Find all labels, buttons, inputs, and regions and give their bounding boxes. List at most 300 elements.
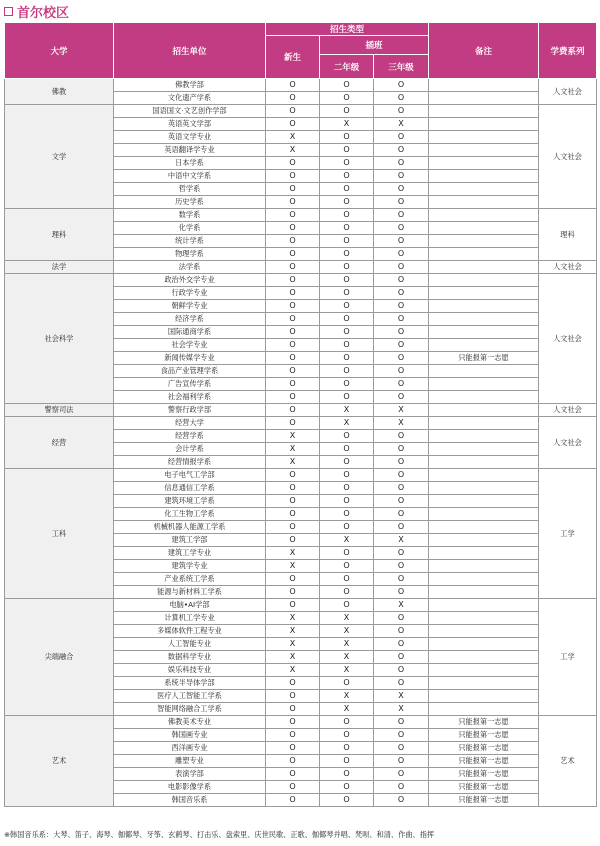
grade2-cell: O [320,170,374,183]
grade2-cell: O [320,482,374,495]
remarks-cell [429,157,539,170]
footnote: ※韩国音乐系：大琴、笛子、海琴、伽倻琴、牙筝、玄鹤琴、打击乐、盘索里、庆世民歌、正歌、伽倻琴并唱、梵呗、和清、作曲、指挥 [4,830,435,839]
unit-cell: 物理学系 [114,248,266,261]
unit-cell: 建筑环境工学系 [114,495,266,508]
section-title [4,2,69,20]
grade2-cell: O [320,729,374,742]
grade3-cell: O [374,469,429,482]
unit-cell: 英语文学专业 [114,131,266,144]
remarks-cell [429,287,539,300]
grade2-cell: O [320,196,374,209]
freshman-cell: O [266,586,320,599]
freshman-cell: O [266,235,320,248]
unit-cell: 信息通信工学系 [114,482,266,495]
grade2-cell: O [320,599,374,612]
grade3-cell: O [374,625,429,638]
grade2-cell: O [320,677,374,690]
grade3-cell: O [374,131,429,144]
grade2-cell: O [320,235,374,248]
grade2-cell: O [320,755,374,768]
grade2-cell: O [320,248,374,261]
grade2-cell: O [320,560,374,573]
grade3-cell: O [374,651,429,664]
freshman-cell: O [266,573,320,586]
remarks-cell [429,677,539,690]
unit-cell: 经营学系 [114,430,266,443]
grade3-cell: O [374,339,429,352]
unit-cell: 社会福利学系 [114,391,266,404]
grade2-cell: O [320,287,374,300]
grade3-cell: O [374,209,429,222]
grade2-cell: X [320,612,374,625]
remarks-cell: 只能报第一志愿 [429,352,539,365]
remarks-cell [429,651,539,664]
fee-cell: 理科 [539,209,597,261]
unit-cell: 会计学系 [114,443,266,456]
grade3-cell: O [374,586,429,599]
grade2-cell: X [320,417,374,430]
remarks-cell [429,521,539,534]
grade3-cell: O [374,508,429,521]
university-cell: 工科 [5,469,114,599]
unit-cell: 经营大学 [114,417,266,430]
grade3-cell: O [374,560,429,573]
grade3-cell: X [374,118,429,131]
grade2-cell: O [320,222,374,235]
freshman-cell: X [266,430,320,443]
freshman-cell: X [266,638,320,651]
fee-cell: 艺术 [539,716,597,807]
remarks-cell [429,560,539,573]
freshman-cell: O [266,352,320,365]
unit-cell: 表演学部 [114,768,266,781]
grade3-cell: O [374,677,429,690]
grade2-cell: O [320,326,374,339]
grade2-cell: O [320,261,374,274]
header-freshman: 新生 [266,36,320,79]
remarks-cell: 只能报第一志愿 [429,781,539,794]
freshman-cell: O [266,755,320,768]
remarks-cell [429,339,539,352]
grade3-cell: O [374,547,429,560]
unit-cell: 国语国文·文艺创作学部 [114,105,266,118]
table-row [5,105,597,118]
grade2-cell: X [320,703,374,716]
grade2-cell: O [320,79,374,92]
grade3-cell: O [374,326,429,339]
freshman-cell: O [266,794,320,807]
grade3-cell: O [374,157,429,170]
freshman-cell: O [266,118,320,131]
unit-cell: 医疗人工智能工学系 [114,690,266,703]
freshman-cell: O [266,482,320,495]
grade2-cell: O [320,131,374,144]
unit-cell: 法学系 [114,261,266,274]
grade3-cell: O [374,365,429,378]
university-cell: 法学 [5,261,114,274]
grade3-cell: O [374,768,429,781]
remarks-cell: 只能报第一志愿 [429,716,539,729]
unit-cell: 历史学系 [114,196,266,209]
section-title-text: 首尔校区 [17,5,70,21]
grade3-cell: O [374,313,429,326]
unit-cell: 行政学专业 [114,287,266,300]
grade2-cell: O [320,794,374,807]
unit-cell: 系统半导体学部 [114,677,266,690]
grade3-cell: O [374,755,429,768]
grade2-cell: X [320,690,374,703]
grade2-cell: X [320,651,374,664]
remarks-cell: 只能报第一志愿 [429,768,539,781]
grade2-cell: O [320,378,374,391]
table-row [5,79,597,92]
remarks-cell [429,300,539,313]
grade2-cell: O [320,586,374,599]
fee-cell: 人文社会 [539,105,597,209]
grade3-cell: O [374,495,429,508]
grade2-cell: O [320,209,374,222]
unit-cell: 电脑•AI学部 [114,599,266,612]
freshman-cell: O [266,716,320,729]
grade2-cell: X [320,534,374,547]
grade3-cell: O [374,573,429,586]
freshman-cell: X [266,144,320,157]
grade3-cell: O [374,781,429,794]
unit-cell: 电子电气工学部 [114,469,266,482]
freshman-cell: O [266,781,320,794]
freshman-cell: O [266,313,320,326]
unit-cell: 新闻传媒学专业 [114,352,266,365]
freshman-cell: X [266,456,320,469]
unit-cell: 经济学系 [114,313,266,326]
grade3-cell: O [374,352,429,365]
remarks-cell [429,612,539,625]
freshman-cell: O [266,378,320,391]
square-icon [4,7,13,16]
grade2-cell: O [320,300,374,313]
remarks-cell: 只能报第一志愿 [429,755,539,768]
unit-cell: 中语中文学系 [114,170,266,183]
university-cell: 社会科学 [5,274,114,404]
grade2-cell: X [320,625,374,638]
freshman-cell: O [266,326,320,339]
remarks-cell [429,105,539,118]
university-cell: 尖端融合 [5,599,114,716]
grade2-cell: O [320,274,374,287]
grade3-cell: O [374,300,429,313]
unit-cell: 雕塑专业 [114,755,266,768]
table-row [5,716,597,729]
freshman-cell: X [266,664,320,677]
header-fee: 学费系列 [539,23,597,79]
remarks-cell [429,131,539,144]
fee-cell: 人文社会 [539,79,597,105]
freshman-cell: X [266,651,320,664]
remarks-cell [429,638,539,651]
table-row [5,599,597,612]
unit-cell: 韩国画专业 [114,729,266,742]
grade3-cell: O [374,235,429,248]
freshman-cell: O [266,599,320,612]
university-cell: 佛教 [5,79,114,105]
remarks-cell [429,144,539,157]
grade2-cell: O [320,183,374,196]
grade2-cell: O [320,573,374,586]
remarks-cell [429,118,539,131]
grade3-cell: O [374,170,429,183]
remarks-cell [429,183,539,196]
freshman-cell: O [266,157,320,170]
unit-cell: 计算机工学专业 [114,612,266,625]
table-row [5,209,597,222]
freshman-cell: O [266,534,320,547]
freshman-cell: O [266,79,320,92]
grade3-cell: X [374,599,429,612]
freshman-cell: O [266,287,320,300]
grade3-cell: O [374,612,429,625]
freshman-cell: O [266,404,320,417]
remarks-cell [429,378,539,391]
header-remarks: 备注 [429,23,539,79]
freshman-cell: O [266,768,320,781]
remarks-cell [429,586,539,599]
freshman-cell: O [266,92,320,105]
remarks-cell [429,495,539,508]
remarks-cell [429,456,539,469]
unit-cell: 建筑学专业 [114,560,266,573]
grade3-cell: O [374,391,429,404]
remarks-cell [429,534,539,547]
unit-cell: 经营情报学系 [114,456,266,469]
grade3-cell: O [374,92,429,105]
remarks-cell [429,404,539,417]
freshman-cell: O [266,690,320,703]
header-unit: 招生单位 [114,23,266,79]
grade3-cell: O [374,638,429,651]
unit-cell: 国际通商学系 [114,326,266,339]
fee-cell: 工学 [539,599,597,716]
university-cell: 警察司法 [5,404,114,417]
freshman-cell: O [266,742,320,755]
unit-cell: 机械机器人能源工学系 [114,521,266,534]
grade3-cell: O [374,378,429,391]
header-type: 招生类型 [266,23,429,36]
unit-cell: 统计学系 [114,235,266,248]
remarks-cell [429,482,539,495]
unit-cell: 娱乐科技专业 [114,664,266,677]
freshman-cell: O [266,196,320,209]
remarks-cell [429,261,539,274]
grade2-cell: X [320,638,374,651]
freshman-cell: X [266,612,320,625]
unit-cell: 建筑工学部 [114,534,266,547]
grade2-cell: O [320,768,374,781]
unit-cell: 化学系 [114,222,266,235]
freshman-cell: O [266,391,320,404]
grade3-cell: X [374,404,429,417]
remarks-cell: 只能报第一志愿 [429,794,539,807]
table-row [5,274,597,287]
freshman-cell: X [266,560,320,573]
header-university: 大学 [5,23,114,79]
freshman-cell: X [266,443,320,456]
grade2-cell: O [320,352,374,365]
grade2-cell: O [320,547,374,560]
grade2-cell: O [320,144,374,157]
grade2-cell: O [320,430,374,443]
grade2-cell: O [320,391,374,404]
grade2-cell: O [320,742,374,755]
freshman-cell: O [266,105,320,118]
grade3-cell: O [374,794,429,807]
header-grade3: 三年级 [374,55,429,79]
freshman-cell: X [266,625,320,638]
unit-cell: 数据科学专业 [114,651,266,664]
grade3-cell: O [374,742,429,755]
grade2-cell: X [320,404,374,417]
unit-cell: 哲学系 [114,183,266,196]
grade2-cell: O [320,443,374,456]
freshman-cell: O [266,209,320,222]
unit-cell: 文化遗产学系 [114,92,266,105]
unit-cell: 英语翻译学专业 [114,144,266,157]
unit-cell: 人工智能专业 [114,638,266,651]
unit-cell: 日本学系 [114,157,266,170]
freshman-cell: O [266,183,320,196]
freshman-cell: O [266,729,320,742]
grade2-cell: O [320,92,374,105]
grade3-cell: O [374,222,429,235]
remarks-cell [429,690,539,703]
remarks-cell [429,196,539,209]
grade3-cell: O [374,274,429,287]
grade3-cell: O [374,144,429,157]
grade2-cell: O [320,339,374,352]
table-row [5,261,597,274]
fee-cell: 人文社会 [539,261,597,274]
unit-cell: 化工生物工学系 [114,508,266,521]
university-cell: 经营 [5,417,114,469]
freshman-cell: O [266,495,320,508]
university-cell: 文学 [5,105,114,209]
table-row [5,469,597,482]
unit-cell: 警察行政学部 [114,404,266,417]
freshman-cell: O [266,274,320,287]
unit-cell: 建筑工学专业 [114,547,266,560]
freshman-cell: O [266,521,320,534]
unit-cell: 广告宣传学系 [114,378,266,391]
unit-cell: 朝鲜学专业 [114,300,266,313]
university-cell: 理科 [5,209,114,261]
grade3-cell: X [374,690,429,703]
freshman-cell: O [266,170,320,183]
unit-cell: 产业系统工学系 [114,573,266,586]
remarks-cell [429,599,539,612]
unit-cell: 智能网络融合工学系 [114,703,266,716]
table-body [5,79,597,807]
grade3-cell: O [374,521,429,534]
remarks-cell [429,326,539,339]
table-header [5,23,597,79]
grade3-cell: O [374,287,429,300]
grade2-cell: O [320,365,374,378]
unit-cell: 佛教美术专业 [114,716,266,729]
remarks-cell: 只能报第一志愿 [429,742,539,755]
header-transfer: 插班 [320,36,429,55]
grade2-cell: O [320,105,374,118]
remarks-cell [429,365,539,378]
unit-cell: 食品产业管理学系 [114,365,266,378]
grade3-cell: O [374,261,429,274]
fee-cell: 人文社会 [539,404,597,417]
remarks-cell [429,235,539,248]
grade3-cell: O [374,183,429,196]
freshman-cell: O [266,417,320,430]
freshman-cell: O [266,339,320,352]
unit-cell: 多媒体软件工程专业 [114,625,266,638]
freshman-cell: X [266,547,320,560]
fee-cell: 人文社会 [539,417,597,469]
admissions-table [4,22,597,807]
grade3-cell: O [374,430,429,443]
freshman-cell: O [266,365,320,378]
freshman-cell: O [266,222,320,235]
grade2-cell: O [320,716,374,729]
grade3-cell: O [374,248,429,261]
remarks-cell: 只能报第一志愿 [429,729,539,742]
grade3-cell: O [374,729,429,742]
grade2-cell: O [320,313,374,326]
unit-cell: 电影影像学系 [114,781,266,794]
remarks-cell [429,274,539,287]
remarks-cell [429,79,539,92]
grade2-cell: O [320,157,374,170]
grade2-cell: O [320,495,374,508]
freshman-cell: O [266,508,320,521]
remarks-cell [429,547,539,560]
unit-cell: 韩国音乐系 [114,794,266,807]
fee-cell: 工学 [539,469,597,599]
freshman-cell: O [266,469,320,482]
grade2-cell: O [320,456,374,469]
unit-cell: 社会学专业 [114,339,266,352]
unit-cell: 数学系 [114,209,266,222]
unit-cell: 英语英文学部 [114,118,266,131]
remarks-cell [429,469,539,482]
grade3-cell: X [374,417,429,430]
fee-cell: 人文社会 [539,274,597,404]
remarks-cell [429,625,539,638]
grade3-cell: O [374,196,429,209]
freshman-cell: O [266,703,320,716]
grade2-cell: X [320,664,374,677]
grade3-cell: O [374,443,429,456]
remarks-cell [429,209,539,222]
unit-cell: 佛教学部 [114,79,266,92]
grade2-cell: O [320,508,374,521]
grade2-cell: X [320,118,374,131]
unit-cell: 西洋画专业 [114,742,266,755]
grade2-cell: O [320,781,374,794]
remarks-cell [429,664,539,677]
remarks-cell [429,170,539,183]
unit-cell: 政治外交学专业 [114,274,266,287]
grade3-cell: X [374,703,429,716]
remarks-cell [429,508,539,521]
unit-cell: 能源与新材料工学系 [114,586,266,599]
freshman-cell: O [266,248,320,261]
remarks-cell [429,391,539,404]
